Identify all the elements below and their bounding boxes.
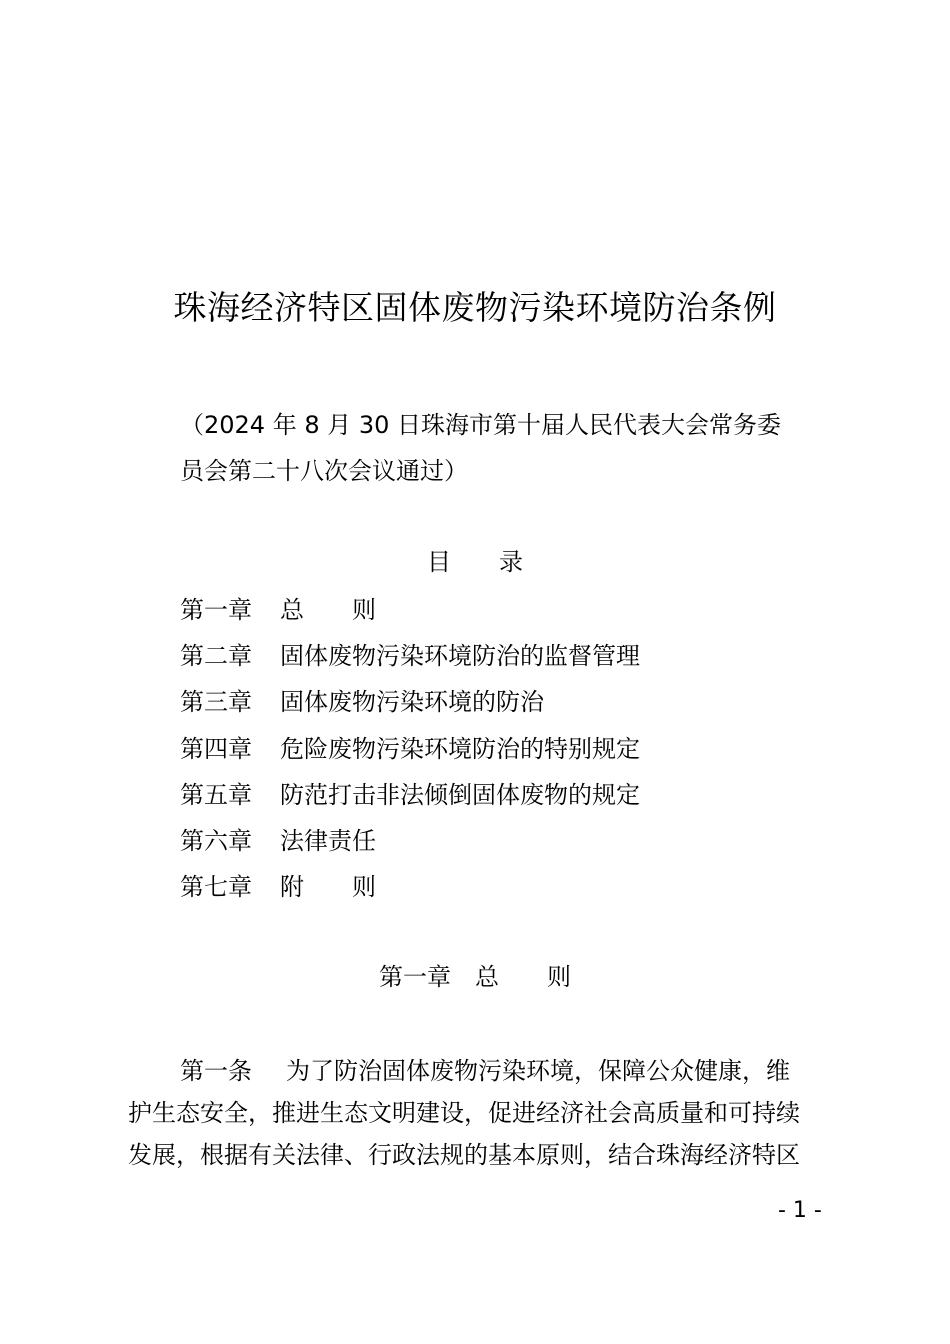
article-line: 护生态安全，推进生态文明建设，促进经济社会高质量和可持续 bbox=[128, 1099, 800, 1127]
toc-chapter-number: 第三章 bbox=[180, 688, 252, 717]
page-number: - 1 - bbox=[778, 1198, 822, 1223]
article-line: 发展，根据有关法律、行政法规的基本原则，结合珠海经济特区 bbox=[128, 1141, 800, 1169]
toc-chapter-title: 法律责任 bbox=[280, 827, 376, 856]
toc-chapter-title: 危险废物污染环境防治的特别规定 bbox=[280, 734, 640, 763]
toc-item bbox=[180, 633, 640, 679]
toc-item bbox=[180, 772, 640, 818]
table-of-contents bbox=[180, 587, 640, 910]
article-line bbox=[128, 1050, 834, 1092]
toc-chapter-number: 第七章 bbox=[180, 873, 252, 902]
toc-item bbox=[180, 818, 640, 864]
article-body bbox=[128, 1050, 834, 1176]
toc-item bbox=[180, 726, 640, 772]
toc-chapter-title: 总 则 bbox=[280, 596, 376, 624]
toc-item bbox=[180, 864, 640, 910]
toc-item bbox=[180, 679, 640, 725]
toc-heading: 目 录 bbox=[427, 548, 523, 576]
chapter-heading: 第一章 总 则 bbox=[379, 963, 571, 991]
article-label: 第一条 bbox=[180, 1057, 252, 1085]
document-title: 珠海经济特区固体废物污染环境防治条例 bbox=[173, 288, 777, 327]
toc-chapter-title: 防范打击非法倾倒固体废物的规定 bbox=[280, 780, 640, 809]
toc-chapter-number: 第五章 bbox=[180, 780, 252, 809]
adoption-note-line: 员会第二十八次会议通过） bbox=[180, 457, 468, 485]
toc-chapter-title: 固体废物污染环境防治的监督管理 bbox=[280, 642, 640, 671]
toc-item bbox=[180, 587, 640, 633]
toc-chapter-title: 附 则 bbox=[280, 873, 376, 902]
toc-chapter-title: 固体废物污染环境的防治 bbox=[280, 688, 544, 717]
toc-chapter-number: 第四章 bbox=[180, 734, 252, 763]
adoption-note-line: （2024 年 8 月 30 日珠海市第十届人民代表大会常务委 bbox=[180, 411, 782, 439]
article-text: 为了防治固体废物污染环境，保障公众健康，维 bbox=[286, 1057, 790, 1085]
toc-chapter-number: 第一章 bbox=[180, 596, 252, 624]
toc-chapter-number: 第二章 bbox=[180, 642, 252, 671]
toc-chapter-number: 第六章 bbox=[180, 827, 252, 856]
adoption-note bbox=[180, 402, 800, 494]
